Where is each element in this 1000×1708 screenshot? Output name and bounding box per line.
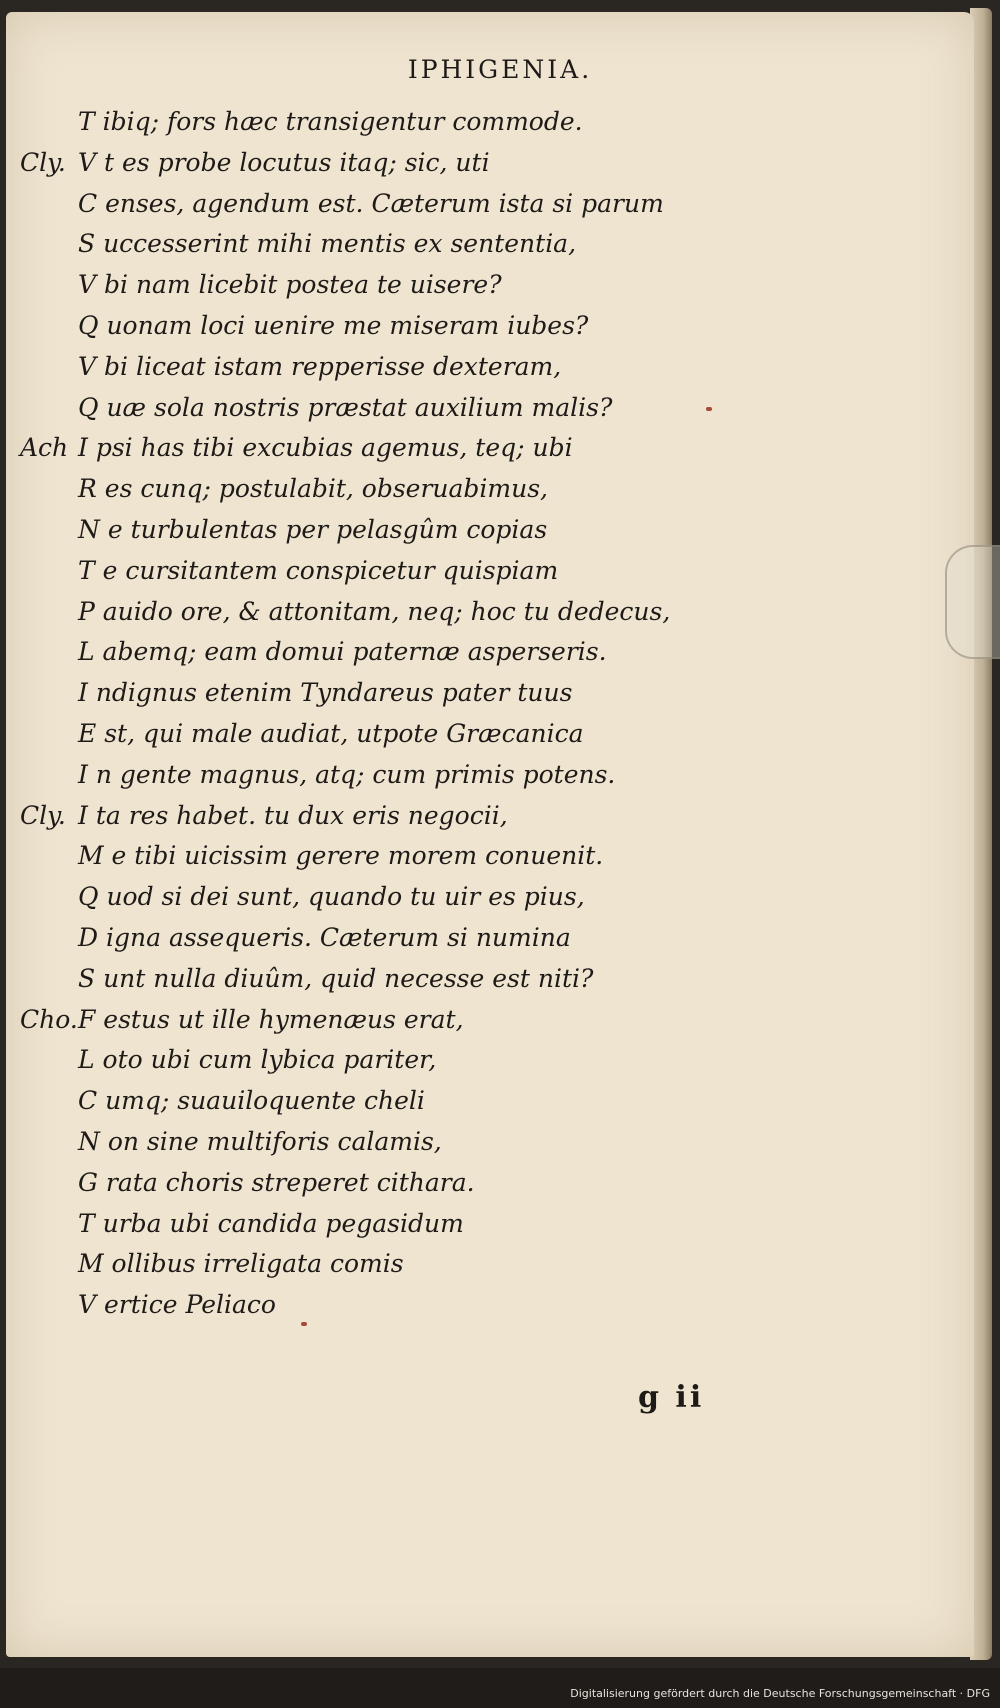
verse-text: E st, qui male audiat, utpote Græcanica xyxy=(78,718,584,748)
verse-text: V ertice Peliaco xyxy=(78,1290,276,1320)
verse-line xyxy=(0,347,960,388)
verse-line xyxy=(0,918,960,959)
verse-text: F estus ut ille hymenæus erat, xyxy=(78,1004,464,1034)
verse-text: Q uonam loci uenire me miseram iubes? xyxy=(78,310,589,340)
verse-line xyxy=(0,836,960,877)
verse-line xyxy=(0,1204,960,1245)
verse-line xyxy=(0,551,960,592)
verse-text: C umq; suauiloquente cheli xyxy=(78,1086,425,1116)
verse-line xyxy=(0,102,960,143)
verse-text: N e turbulentas per pelasgûm copias xyxy=(78,514,548,544)
verse-text: I ta res habet. tu dux eris negocii, xyxy=(78,800,508,830)
verse-text: C enses, agendum est. Cæterum ista si parum xyxy=(78,188,664,218)
verse-line xyxy=(0,306,960,347)
verse-text: I ndignus etenim Tyndareus pater tuus xyxy=(78,678,573,708)
verse-line xyxy=(0,959,960,1000)
verse-line xyxy=(0,1285,960,1326)
verse-line xyxy=(0,143,960,184)
verse-text: Q uæ sola nostris præstat auxilium malis? xyxy=(78,392,613,422)
verse-text: D igna assequeris. Cæterum si numina xyxy=(78,922,571,952)
verse-line xyxy=(0,388,960,429)
verse-text: S unt nulla diuûm, quid necesse est niti? xyxy=(78,963,594,993)
speaker-label: Ach xyxy=(20,433,69,463)
verse-line xyxy=(0,265,960,306)
verse-line xyxy=(0,632,960,673)
verse-line xyxy=(0,796,960,837)
verse-text: S uccesserint mihi mentis ex sententia, xyxy=(78,229,577,259)
verse-line xyxy=(0,184,960,225)
verse-text: I n gente magnus, atq; cum primis potens. xyxy=(78,759,616,789)
speaker-label: Cho. xyxy=(20,1004,78,1034)
running-title: IPHIGENIA. xyxy=(407,55,593,84)
verse-line xyxy=(0,755,960,796)
signature-mark: g ii xyxy=(638,1380,705,1415)
verse-line xyxy=(0,428,960,469)
verse-text: I psi has tibi excubias agemus, teq; ubi xyxy=(78,433,573,463)
verse-text: G rata choris streperet cithara. xyxy=(78,1167,475,1197)
speaker-label: Cly. xyxy=(20,147,66,177)
verse-line xyxy=(0,224,960,265)
verse-text: V bi nam licebit postea te uisere? xyxy=(78,270,502,300)
verse-line xyxy=(0,1163,960,1204)
verse-text: T e cursitantem conspicetur quispiam xyxy=(78,555,559,585)
verse-block xyxy=(0,102,960,1326)
verse-text: L abemq; eam domui paternæ asperseris. xyxy=(78,637,607,667)
verse-line xyxy=(0,673,960,714)
verse-line xyxy=(0,469,960,510)
verse-text: V bi liceat istam repperisse dexteram, xyxy=(78,351,562,381)
verse-line xyxy=(0,510,960,551)
verse-line xyxy=(0,877,960,918)
verse-line xyxy=(0,1244,960,1285)
verse-text: Q uod si dei sunt, quando tu uir es pius, xyxy=(78,882,585,912)
verse-text: R es cunq; postulabit, obseruabimus, xyxy=(78,474,549,504)
verse-text: T urba ubi candida pegasidum xyxy=(78,1208,464,1238)
verse-line xyxy=(0,1122,960,1163)
verse-line xyxy=(0,1081,960,1122)
verse-text: P auido ore, & attonitam, neq; hoc tu dedecus, xyxy=(78,596,671,626)
verse-line xyxy=(0,592,960,633)
verse-line xyxy=(0,714,960,755)
speaker-label: Cly. xyxy=(20,800,66,830)
verse-text: V t es probe locutus itaq; sic, uti xyxy=(78,147,490,177)
verse-text: N on sine multiforis calamis, xyxy=(78,1126,442,1156)
verse-text: M ollibus irreligata comis xyxy=(78,1249,404,1279)
verse-line xyxy=(0,1040,960,1081)
verse-text: L oto ubi cum lybica pariter, xyxy=(78,1045,437,1075)
digitization-credit: Digitalisierung gefördert durch die Deutsche Forschungsgemeinschaft · DFG xyxy=(570,1687,990,1700)
verse-text: T ibiq; fors hæc transigentur commode. xyxy=(78,107,583,136)
verse-text: M e tibi uicissim gerere morem conuenit. xyxy=(78,841,604,871)
verse-line xyxy=(0,1000,960,1041)
